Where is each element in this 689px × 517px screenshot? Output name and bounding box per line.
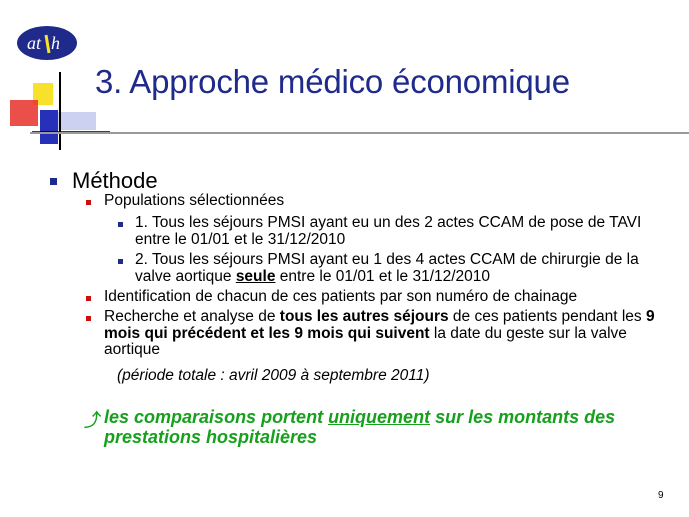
period-note: (période totale : avril 2009 à septembre 2011) bbox=[117, 367, 430, 384]
bullet-level2 bbox=[86, 316, 91, 321]
research-text: Recherche et analyse de tous les autres séjours de ces patients pendant les 9 mois qui précédent et les 9 mois qui suivent la date du geste sur la valve aortique bbox=[104, 308, 655, 358]
conclusion-text: les comparaisons portent uniquement sur les montants des prestations hospitalières bbox=[104, 407, 616, 447]
populations-text: Populations sélectionnées bbox=[104, 192, 285, 209]
population-2-text: 2. Tous les séjours PMSI ayant eu 1 des 4 actes CCAM de chirurgie de la valve aortique seule entre le 01/01 et le 31/12/2010 bbox=[135, 251, 639, 285]
method-heading: Méthode bbox=[72, 168, 158, 193]
bullet-level1 bbox=[50, 178, 57, 185]
arrow-icon: ⤴ bbox=[84, 411, 101, 430]
identification-text: Identification de chacun de ces patients par son numéro de chainage bbox=[104, 288, 578, 305]
population-1-text: 1. Tous les séjours PMSI ayant eu un des 2 actes CCAM de pose de TAVI entre le 01/01 et le 31/12/2010 bbox=[135, 214, 642, 248]
bullet-level3 bbox=[118, 222, 123, 227]
bullet-level2 bbox=[86, 200, 91, 205]
bullet-level3 bbox=[118, 259, 123, 264]
page-number: 9 bbox=[658, 490, 664, 501]
svg-text:h: h bbox=[51, 33, 60, 53]
bullet-level2 bbox=[86, 296, 91, 301]
slide-title: 3. Approche médico économique bbox=[95, 63, 570, 100]
svg-text:at: at bbox=[27, 33, 42, 53]
